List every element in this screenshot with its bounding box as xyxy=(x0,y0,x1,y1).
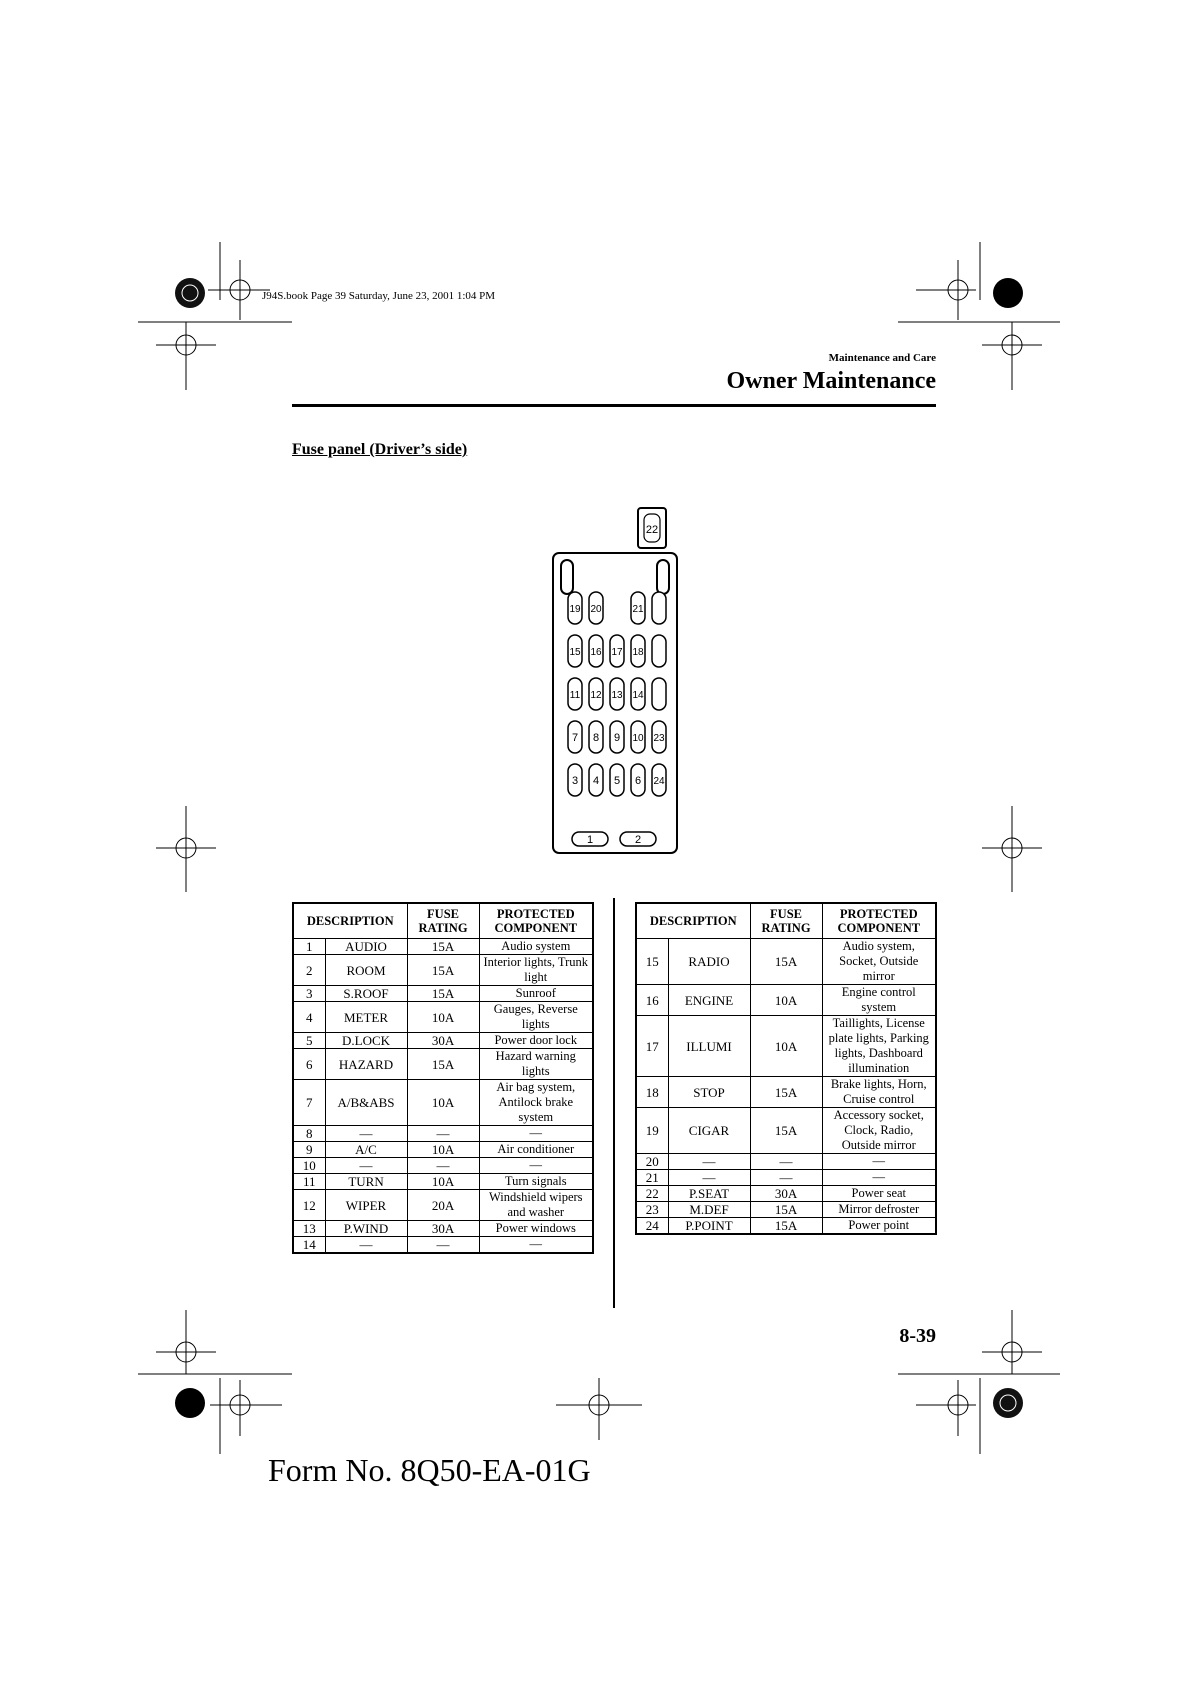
fuse-rating: 30A xyxy=(407,1221,479,1237)
page-title: Owner Maintenance xyxy=(726,368,936,394)
fuse-description: AUDIO xyxy=(325,939,407,955)
fuse-description: S.ROOF xyxy=(325,986,407,1002)
fuse-number: 6 xyxy=(293,1049,325,1080)
protected-component: Power seat xyxy=(822,1186,936,1202)
fuse-label: 3 xyxy=(571,775,579,787)
fuse-label: 18 xyxy=(632,647,644,658)
fuse-rating: 15A xyxy=(750,939,822,985)
protected-component: Audio system xyxy=(479,939,593,955)
protected-component: Sunroof xyxy=(479,986,593,1002)
header-protected-component: PROTECTED COMPONENT xyxy=(479,903,593,939)
protected-component: — xyxy=(822,1170,936,1186)
fuse-slot xyxy=(568,764,582,796)
fuse-number: 24 xyxy=(636,1218,668,1235)
fuse-description: — xyxy=(668,1154,750,1170)
fuse-rating: 30A xyxy=(407,1033,479,1049)
section-label: Maintenance and Care xyxy=(828,352,936,364)
fuse-slot xyxy=(631,635,645,667)
fuse-number: 23 xyxy=(636,1202,668,1218)
fuse-rating: — xyxy=(750,1170,822,1186)
protected-component: Air bag system, Antilock brake system xyxy=(479,1080,593,1126)
fuse-slot xyxy=(610,721,624,753)
fuse-number: 21 xyxy=(636,1170,668,1186)
fuse-label: 1 xyxy=(586,834,594,846)
fuse-rating: 15A xyxy=(750,1108,822,1154)
protected-component: Engine control system xyxy=(822,985,936,1016)
fuse-description: RADIO xyxy=(668,939,750,985)
protected-component: — xyxy=(479,1237,593,1254)
column-divider xyxy=(613,898,615,1308)
fuse-rating: 15A xyxy=(750,1077,822,1108)
fuse-number: 10 xyxy=(293,1158,325,1174)
fuse-slot xyxy=(589,721,603,753)
protected-component: Brake lights, Horn, Cruise control xyxy=(822,1077,936,1108)
fuse-number: 9 xyxy=(293,1142,325,1158)
protected-component: Power windows xyxy=(479,1221,593,1237)
fuse-label: 2 xyxy=(634,834,642,846)
fuse-description: WIPER xyxy=(325,1190,407,1221)
fuse-slot xyxy=(631,678,645,710)
fuse-label: 11 xyxy=(569,690,581,701)
table-row xyxy=(293,1174,593,1190)
fuse-slot xyxy=(589,678,603,710)
fuse-rating: — xyxy=(407,1158,479,1174)
fuse-description: P.WIND xyxy=(325,1221,407,1237)
protected-component: Hazard warning lights xyxy=(479,1049,593,1080)
fuse-description: STOP xyxy=(668,1077,750,1108)
table-row xyxy=(293,1033,593,1049)
protected-component: Windshield wipers and washer xyxy=(479,1190,593,1221)
fuse-rating: — xyxy=(407,1126,479,1142)
fuse-rating: — xyxy=(407,1237,479,1254)
fuse-rating: 15A xyxy=(407,986,479,1002)
fuse-number: 16 xyxy=(636,985,668,1016)
fuse-rating: 10A xyxy=(750,985,822,1016)
protected-component: — xyxy=(479,1126,593,1142)
fuse-rating: — xyxy=(750,1154,822,1170)
fuse-number: 5 xyxy=(293,1033,325,1049)
protected-component: Audio system, Socket, Outside mirror xyxy=(822,939,936,985)
fuse-description: P.POINT xyxy=(668,1218,750,1235)
fuse-slot-bottom-2 xyxy=(620,832,656,846)
page-number: 8-39 xyxy=(899,1325,936,1347)
table-row xyxy=(293,1049,593,1080)
fuse-label: 20 xyxy=(590,604,602,615)
fuse-label: 4 xyxy=(592,775,600,787)
table-row xyxy=(636,1202,936,1218)
fuse-label: 10 xyxy=(632,733,644,744)
fuse-description: ILLUMI xyxy=(668,1016,750,1077)
fuse-description: M.DEF xyxy=(668,1202,750,1218)
fuse-rating: 15A xyxy=(407,1049,479,1080)
fuse-rating: 10A xyxy=(750,1016,822,1077)
fuse-label: 15 xyxy=(569,647,581,658)
table-row xyxy=(636,1016,936,1077)
fuse-number: 18 xyxy=(636,1077,668,1108)
fuse-slot xyxy=(652,764,666,796)
fuse-rating: 10A xyxy=(407,1002,479,1033)
fuse-rating: 15A xyxy=(750,1218,822,1235)
fuse-rating: 15A xyxy=(407,955,479,986)
fuse-slot xyxy=(631,592,645,624)
fuse-slot xyxy=(589,764,603,796)
fuse-number: 14 xyxy=(293,1237,325,1254)
fuse-description: P.SEAT xyxy=(668,1186,750,1202)
protected-component: Gauges, Reverse lights xyxy=(479,1002,593,1033)
fuse-description: D.LOCK xyxy=(325,1033,407,1049)
fuse-slot xyxy=(631,721,645,753)
fuse-description: TURN xyxy=(325,1174,407,1190)
protected-component: Power door lock xyxy=(479,1033,593,1049)
fuse-label: 17 xyxy=(611,647,623,658)
fuse-slot-top xyxy=(644,514,660,542)
fuse-number: 8 xyxy=(293,1126,325,1142)
protected-component: — xyxy=(479,1158,593,1174)
table-row xyxy=(636,1108,936,1154)
protected-component: Accessory socket, Clock, Radio, Outside mirror xyxy=(822,1108,936,1154)
table-row xyxy=(636,1170,936,1186)
header-description: DESCRIPTION xyxy=(293,903,407,939)
fuse-label: 14 xyxy=(632,690,644,701)
fuse-slot xyxy=(610,764,624,796)
fuse-rating: 10A xyxy=(407,1142,479,1158)
fuse-label: 23 xyxy=(653,733,665,744)
fuse-slot-bottom-1 xyxy=(572,832,608,846)
header-fuse-rating: FUSE RATING xyxy=(407,903,479,939)
fuse-number: 19 xyxy=(636,1108,668,1154)
fuse-slot xyxy=(589,592,603,624)
fuse-slot xyxy=(568,721,582,753)
table-row xyxy=(636,939,936,985)
table-row xyxy=(293,1221,593,1237)
fuse-description: A/B&ABS xyxy=(325,1080,407,1126)
fuse-number: 4 xyxy=(293,1002,325,1033)
fuse-number: 7 xyxy=(293,1080,325,1126)
table-row xyxy=(293,1002,593,1033)
fuse-number: 2 xyxy=(293,955,325,986)
table-row xyxy=(636,1077,936,1108)
protected-component: Taillights, License plate lights, Parking lights, Dashboard illumination xyxy=(822,1016,936,1077)
protected-component: Interior lights, Trunk light xyxy=(479,955,593,986)
fuse-number: 12 xyxy=(293,1190,325,1221)
fuse-slot xyxy=(652,635,666,667)
fuse-table-left xyxy=(292,902,594,1254)
title-rule xyxy=(292,404,936,407)
fuse-description: ROOM xyxy=(325,955,407,986)
fuse-description: — xyxy=(325,1158,407,1174)
fuse-rating: 15A xyxy=(750,1202,822,1218)
table-row xyxy=(636,1154,936,1170)
fuse-label: 9 xyxy=(613,732,621,744)
table-header-row xyxy=(636,903,936,939)
fuse-description: CIGAR xyxy=(668,1108,750,1154)
fuse-description: ENGINE xyxy=(668,985,750,1016)
fuse-description: — xyxy=(325,1126,407,1142)
table-row xyxy=(293,939,593,955)
fuse-number: 20 xyxy=(636,1154,668,1170)
fuse-label: 19 xyxy=(569,604,581,615)
table-row xyxy=(636,1218,936,1235)
fuse-table-right xyxy=(635,902,937,1235)
fuse-slot xyxy=(652,592,666,624)
fuse-slot xyxy=(589,635,603,667)
fuse-slot xyxy=(568,592,582,624)
fuse-slot xyxy=(610,635,624,667)
fuse-rating: 30A xyxy=(750,1186,822,1202)
fuse-label: 7 xyxy=(571,732,579,744)
fuse-label: 12 xyxy=(590,690,602,701)
fuse-rating: 10A xyxy=(407,1174,479,1190)
protected-component: Mirror defroster xyxy=(822,1202,936,1218)
fuse-number: 3 xyxy=(293,986,325,1002)
fuse-label: 8 xyxy=(592,732,600,744)
fuse-rating: 10A xyxy=(407,1080,479,1126)
header-fuse-rating: FUSE RATING xyxy=(750,903,822,939)
fuse-panel-subtitle: Fuse panel (Driver’s side) xyxy=(292,441,468,458)
fuse-description: METER xyxy=(325,1002,407,1033)
fuse-description: — xyxy=(668,1170,750,1186)
fuse-label: 21 xyxy=(632,604,644,615)
fuse-panel-diagram xyxy=(550,505,680,855)
fuse-slot xyxy=(631,764,645,796)
fuse-label: 16 xyxy=(590,647,602,658)
table-row xyxy=(293,1190,593,1221)
fuse-label: 5 xyxy=(613,775,621,787)
fuse-rating: 15A xyxy=(407,939,479,955)
table-header-row xyxy=(293,903,593,939)
fuse-slot xyxy=(568,635,582,667)
fuse-number: 15 xyxy=(636,939,668,985)
fuse-number: 11 xyxy=(293,1174,325,1190)
protected-component: Power point xyxy=(822,1218,936,1235)
fuse-number: 13 xyxy=(293,1221,325,1237)
fuse-slot xyxy=(568,678,582,710)
fuse-description: A/C xyxy=(325,1142,407,1158)
protected-component: Air conditioner xyxy=(479,1142,593,1158)
table-row xyxy=(293,1142,593,1158)
table-row xyxy=(293,1126,593,1142)
fuse-number: 1 xyxy=(293,939,325,955)
fuse-label: 22 xyxy=(645,524,659,536)
fuse-description: — xyxy=(325,1237,407,1254)
fuse-rating: 20A xyxy=(407,1190,479,1221)
header-protected-component: PROTECTED COMPONENT xyxy=(822,903,936,939)
fuse-number: 17 xyxy=(636,1016,668,1077)
protected-component: — xyxy=(822,1154,936,1170)
fuse-number: 22 xyxy=(636,1186,668,1202)
header-description: DESCRIPTION xyxy=(636,903,750,939)
table-row xyxy=(636,985,936,1016)
fuse-label: 6 xyxy=(634,775,642,787)
fuse-description: HAZARD xyxy=(325,1049,407,1080)
table-row xyxy=(293,986,593,1002)
form-number: Form No. 8Q50-EA-01G xyxy=(268,1452,591,1488)
fuse-slot xyxy=(652,678,666,710)
print-info: J94S.book Page 39 Saturday, June 23, 2001 1:04 PM xyxy=(262,290,496,302)
fuse-slot xyxy=(652,721,666,753)
table-row xyxy=(293,1237,593,1254)
fuse-slot xyxy=(610,678,624,710)
table-row xyxy=(293,1158,593,1174)
protected-component: Turn signals xyxy=(479,1174,593,1190)
table-row xyxy=(293,1080,593,1126)
table-row xyxy=(636,1186,936,1202)
fuse-label: 13 xyxy=(611,690,623,701)
table-row xyxy=(293,955,593,986)
fuse-label: 24 xyxy=(653,776,665,787)
